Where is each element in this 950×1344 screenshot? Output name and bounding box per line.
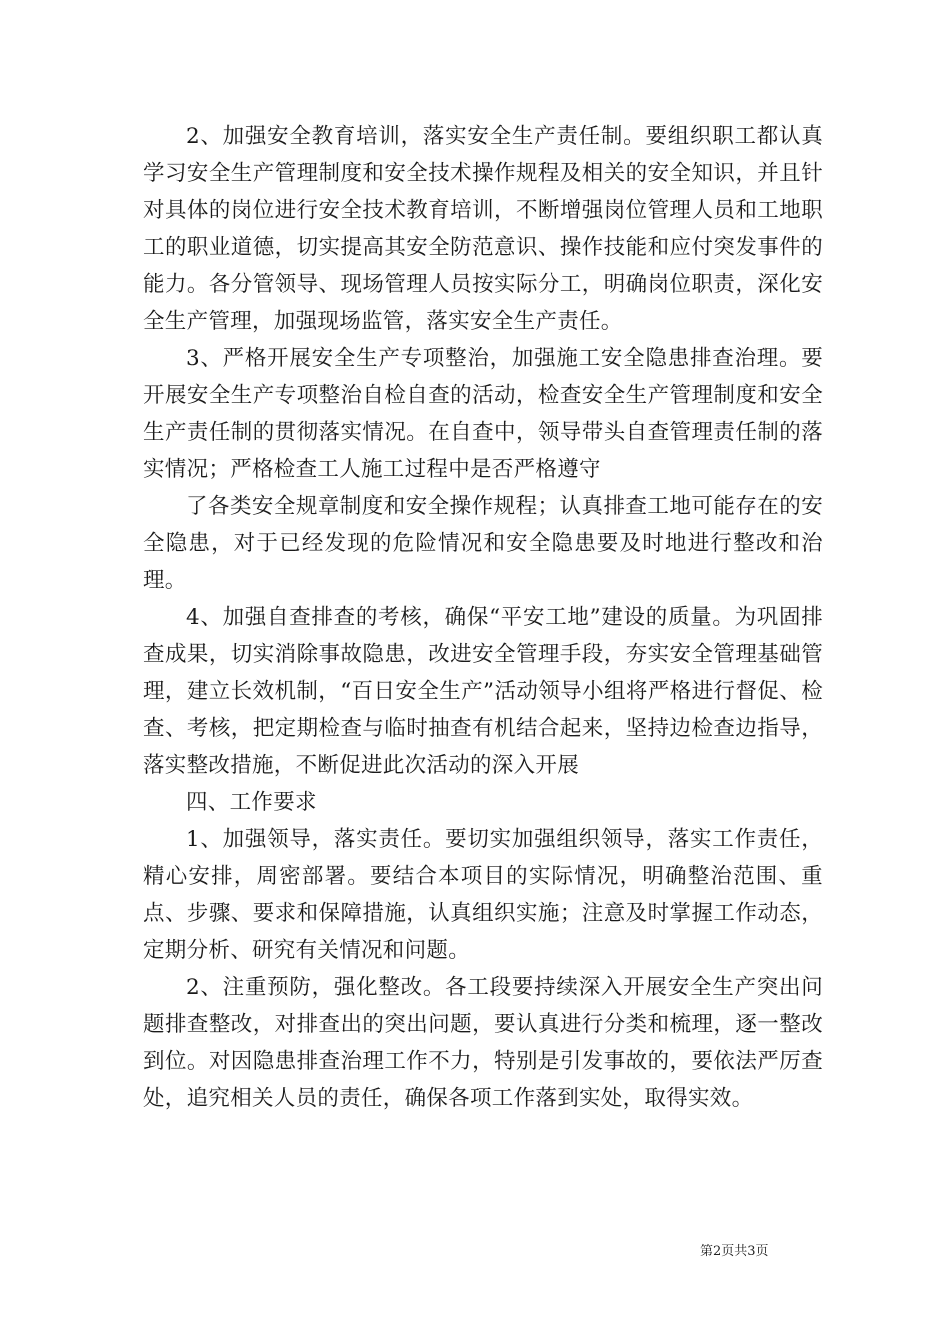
paragraph-leadership: 1、加强领导，落实责任。要切实加强组织领导，落实工作责任，精心安排，周密部署。要结合本项目的实际情况，明确整治范围、重点、步骤、要求和保障措施，认真组织实施；注意及时掌握工作动态，定期分析、研究有关情况和问题。 <box>143 827 823 963</box>
document-body <box>143 118 823 1117</box>
paragraph-special-rectification: 3、严格开展安全生产专项整治，加强施工安全隐患排查治理。要开展安全生产专项整治自检自查的活动，检查安全生产管理制度和安全生产责任制的贯彻落实情况。在自查中，领导带头自查管理责任制的落实情况；严格检查工人施工过程中是否严格遵守 <box>143 346 823 482</box>
paragraph-hazard-inspection: 了各类安全规章制度和安全操作规程；认真排查工地可能存在的安全隐患，对于已经发现的危险情况和安全隐患要及时地进行整改和治理。 <box>143 494 823 593</box>
paragraph-assessment: 4、加强自查排查的考核，确保“平安工地”建设的质量。为巩固排查成果，切实消除事故隐患，改进安全管理手段，夯实安全管理基础管理，建立长效机制，“百日安全生产”活动领导小组将严格进行督促、检查、考核，把定期检查与临时抽查有机结合起来，坚持边检查边指导，落实整改措施，不断促进此次活动的深入开展 <box>143 605 823 778</box>
paragraph-safety-training: 2、加强安全教育培训，落实安全生产责任制。要组织职工都认真学习安全生产管理制度和安全技术操作规程及相关的安全知识，并且针对具体的岗位进行安全技术教育培训，不断增强岗位管理人员和工地职工的职业道德，切实提高其安全防范意识、操作技能和应付突发事件的能力。各分管领导、现场管理人员按实际分工，明确岗位职责，深化安全生产管理，加强现场监管，落实安全生产责任。 <box>143 124 823 334</box>
page-number: 第2页共3页 <box>700 1244 769 1259</box>
paragraph-prevention: 2、注重预防，强化整改。各工段要持续深入开展安全生产突出问题排查整改，对排查出的突出问题，要认真进行分类和梳理，逐一整改到位。对因隐患排查治理工作不力，特别是引发事故的，要依法严厉查处，追究相关人员的责任，确保各项工作落到实处，取得实效。 <box>143 975 823 1111</box>
section-heading-work-requirements: 四、工作要求 <box>186 790 317 815</box>
